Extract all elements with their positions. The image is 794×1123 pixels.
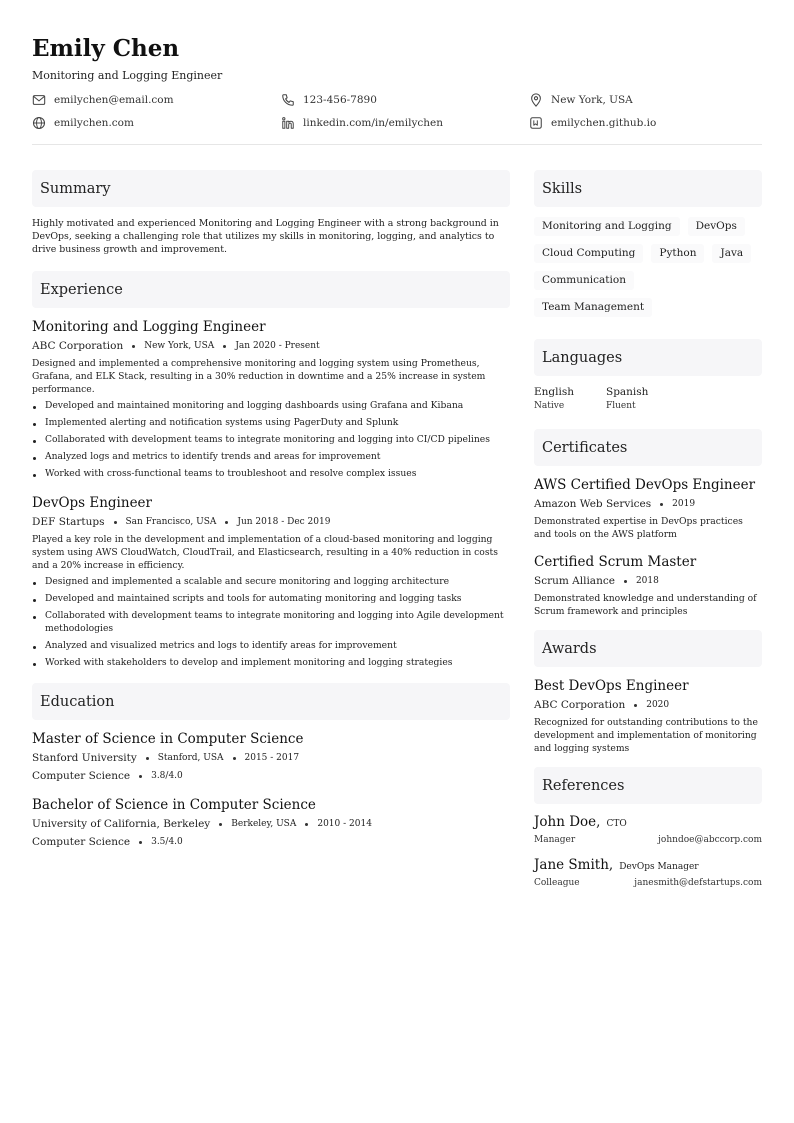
job-company: DEF Startups: [32, 516, 105, 528]
education-dates: 2010 - 2014: [317, 819, 372, 829]
reference-relation: Colleague: [534, 878, 580, 888]
separator-dot: [146, 757, 149, 760]
job-dates: Jun 2018 - Dec 2019: [237, 517, 331, 527]
education-field: Computer Science: [32, 836, 131, 848]
job-location: New York, USA: [144, 341, 215, 351]
candidate-name: Emily Chen: [32, 35, 180, 62]
reference-details: [534, 835, 762, 845]
job-bullet: Analyzed logs and metrics to identify trends and areas for improvement: [32, 450, 510, 463]
reference-role: DevOps Manager: [619, 862, 699, 872]
section-heading-summary: Summary: [32, 170, 510, 207]
award-year: 2020: [646, 700, 670, 710]
job-title: DevOps Engineer: [32, 495, 153, 511]
separator-dot: [634, 704, 637, 707]
section-heading-awards: Awards: [534, 630, 762, 667]
job-bullet: Worked with cross-functional teams to troubleshoot and resolve complex issues: [32, 467, 510, 480]
separator-dot: [225, 521, 228, 524]
contact-location: [529, 92, 762, 107]
certificate-issuer: Scrum Alliance: [534, 575, 615, 587]
certificate-item: [534, 553, 762, 618]
job-description: Played a key role in the development and implementation of a cloud-based monitoring and logging system using AWS CloudWatch, CloudTrail, and Elasticsearch, resulting in a 40% reduction in costs and a 20% increase in efficiency.: [32, 534, 498, 571]
contact-linkedin[interactable]: [281, 115, 529, 130]
skill-chip: Communication: [534, 271, 634, 290]
separator-dot: [223, 345, 226, 348]
contact-linkedin-text: linkedin.com/in/emilychen: [303, 116, 444, 129]
education-field-row: [32, 768, 510, 784]
section-heading-skills: Skills: [534, 170, 762, 207]
portfolio-icon: [529, 116, 543, 130]
reference-details: [534, 878, 762, 888]
education-dates: 2015 - 2017: [244, 753, 300, 763]
resume-page: [32, 34, 762, 900]
separator-dot: [233, 757, 236, 760]
side-column: [534, 170, 762, 900]
section-heading-references: References: [534, 767, 762, 804]
contact-website[interactable]: [32, 115, 281, 130]
reference-email[interactable]: johndoe@abccorp.com: [658, 835, 762, 845]
job-company: ABC Corporation: [32, 340, 124, 352]
reference-item: [534, 814, 762, 845]
language-item: [606, 386, 678, 411]
certificate-description: Demonstrated expertise in DevOps practices and tools on the AWS platform: [534, 516, 743, 540]
reference-relation: Manager: [534, 835, 576, 845]
separator-dot: [132, 345, 135, 348]
education-field: Computer Science: [32, 770, 131, 782]
linkedin-icon: [281, 116, 295, 130]
language-name: English: [534, 386, 575, 398]
content-columns: [32, 170, 762, 900]
certificate-meta: [534, 496, 762, 512]
separator-dot: [219, 823, 222, 826]
school-location: Stanford, USA: [157, 753, 224, 763]
job-bullet: Worked with stakeholders to develop and implement monitoring and logging strategies: [32, 656, 510, 669]
header-divider: [32, 144, 762, 145]
certificate-title: AWS Certified DevOps Engineer: [534, 477, 756, 493]
language-level: Native: [534, 401, 565, 411]
separator-dot: [624, 580, 627, 583]
job-bullet: Developed and maintained monitoring and logging dashboards using Grafana and Kibana: [32, 399, 510, 412]
reference-header: [534, 857, 762, 873]
reference-role: CTO: [606, 819, 627, 829]
contact-phone[interactable]: [281, 92, 529, 107]
contact-github[interactable]: [529, 115, 762, 130]
separator-dot: [305, 823, 308, 826]
certificate-issuer: Amazon Web Services: [534, 498, 652, 510]
summary-text: Highly motivated and experienced Monitoring and Logging Engineer with a strong background in DevOps, seeking a challenging role that utilizes my skills in monitoring, logging, and analytics to drive business growth and improvement.: [32, 218, 499, 255]
award-description: Recognized for outstanding contributions to the development and implementation of monitoring and logging systems: [534, 717, 758, 754]
job-bullet: Analyzed and visualized metrics and logs to identify areas for improvement: [32, 639, 510, 652]
reference-item: [534, 857, 762, 888]
education-item: [32, 796, 510, 850]
contact-location-text: New York, USA: [551, 93, 633, 106]
languages-list: [534, 386, 762, 411]
main-column: [32, 170, 510, 900]
contact-github-text: emilychen.github.io: [551, 116, 657, 129]
award-issuer: ABC Corporation: [534, 699, 626, 711]
experience-item: [32, 318, 510, 480]
certificate-year: 2019: [672, 499, 696, 509]
job-meta: [32, 514, 510, 530]
job-bullet: Designed and implemented a scalable and secure monitoring and logging architecture: [32, 575, 510, 588]
phone-icon: [281, 93, 295, 107]
education-meta: [32, 816, 510, 832]
certificate-title: Certified Scrum Master: [534, 554, 697, 570]
skill-chip: DevOps: [688, 217, 745, 236]
school-name: University of California, Berkeley: [32, 818, 211, 830]
job-dates: Jan 2020 - Present: [235, 341, 320, 351]
separator-dot: [114, 521, 117, 524]
experience-item: [32, 494, 510, 669]
job-bullet: Developed and maintained scripts and tools for automating monitoring and logging tasks: [32, 592, 510, 605]
language-item: [534, 386, 606, 411]
globe-icon: [32, 116, 46, 130]
certificate-item: [534, 476, 762, 541]
job-bullet: Implemented alerting and notification systems using PagerDuty and Splunk: [32, 416, 510, 429]
mail-icon: [32, 93, 46, 107]
education-field-row: [32, 834, 510, 850]
reference-header: [534, 814, 762, 830]
degree-title: Master of Science in Computer Science: [32, 731, 304, 747]
separator-dot: [660, 503, 663, 506]
education-item: [32, 730, 510, 784]
section-heading-experience: Experience: [32, 271, 510, 308]
job-meta: [32, 338, 510, 354]
certificate-year: 2018: [635, 576, 659, 586]
contact-phone-text: 123-456-7890: [303, 93, 377, 106]
language-name: Spanish: [606, 386, 649, 398]
map-pin-icon: [529, 93, 543, 107]
section-heading-education: Education: [32, 683, 510, 720]
section-heading-languages: Languages: [534, 339, 762, 376]
contact-email[interactable]: [32, 92, 281, 107]
skill-chip: Team Management: [534, 298, 652, 317]
contact-email-text: emilychen@email.com: [54, 93, 174, 106]
education-meta: [32, 750, 510, 766]
contact-website-text: emilychen.com: [54, 116, 134, 129]
reference-email[interactable]: janesmith@defstartups.com: [634, 878, 762, 888]
job-bullet: Collaborated with development teams to integrate monitoring and logging into CI/CD pipelines: [32, 433, 510, 446]
certificate-meta: [534, 573, 762, 589]
education-gpa: 3.8/4.0: [151, 771, 183, 781]
reference-name: Jane Smith,: [534, 857, 614, 873]
separator-dot: [139, 775, 142, 778]
section-heading-certificates: Certificates: [534, 429, 762, 466]
skill-chip: Java: [712, 244, 751, 263]
job-title: Monitoring and Logging Engineer: [32, 319, 266, 335]
separator-dot: [139, 841, 142, 844]
school-name: Stanford University: [32, 752, 137, 764]
school-location: Berkeley, USA: [231, 819, 297, 829]
job-bullets: [32, 399, 510, 480]
award-meta: [534, 697, 762, 713]
job-bullet: Collaborated with development teams to integrate monitoring and logging into Agile development methodologies: [32, 609, 510, 635]
skill-chip: Cloud Computing: [534, 244, 643, 263]
skill-chip: Monitoring and Logging: [534, 217, 680, 236]
award-item: [534, 677, 762, 755]
candidate-role: Monitoring and Logging Engineer: [32, 69, 223, 82]
award-title: Best DevOps Engineer: [534, 678, 689, 694]
degree-title: Bachelor of Science in Computer Science: [32, 797, 316, 813]
education-gpa: 3.5/4.0: [151, 837, 183, 847]
job-location: San Francisco, USA: [125, 517, 217, 527]
language-level: Fluent: [606, 401, 636, 411]
skills-list: [534, 217, 762, 325]
job-description: Designed and implemented a comprehensive monitoring and logging system using Prometheus, Grafana, and ELK Stack, resulting in a 30% reduction in downtime and a 25% increase in system performance.: [32, 358, 486, 395]
certificate-description: Demonstrated knowledge and understanding of Scrum framework and principles: [534, 593, 757, 617]
contact-list: [32, 92, 762, 130]
job-bullets: [32, 575, 510, 669]
reference-name: John Doe,: [534, 814, 601, 830]
skill-chip: Python: [651, 244, 704, 263]
